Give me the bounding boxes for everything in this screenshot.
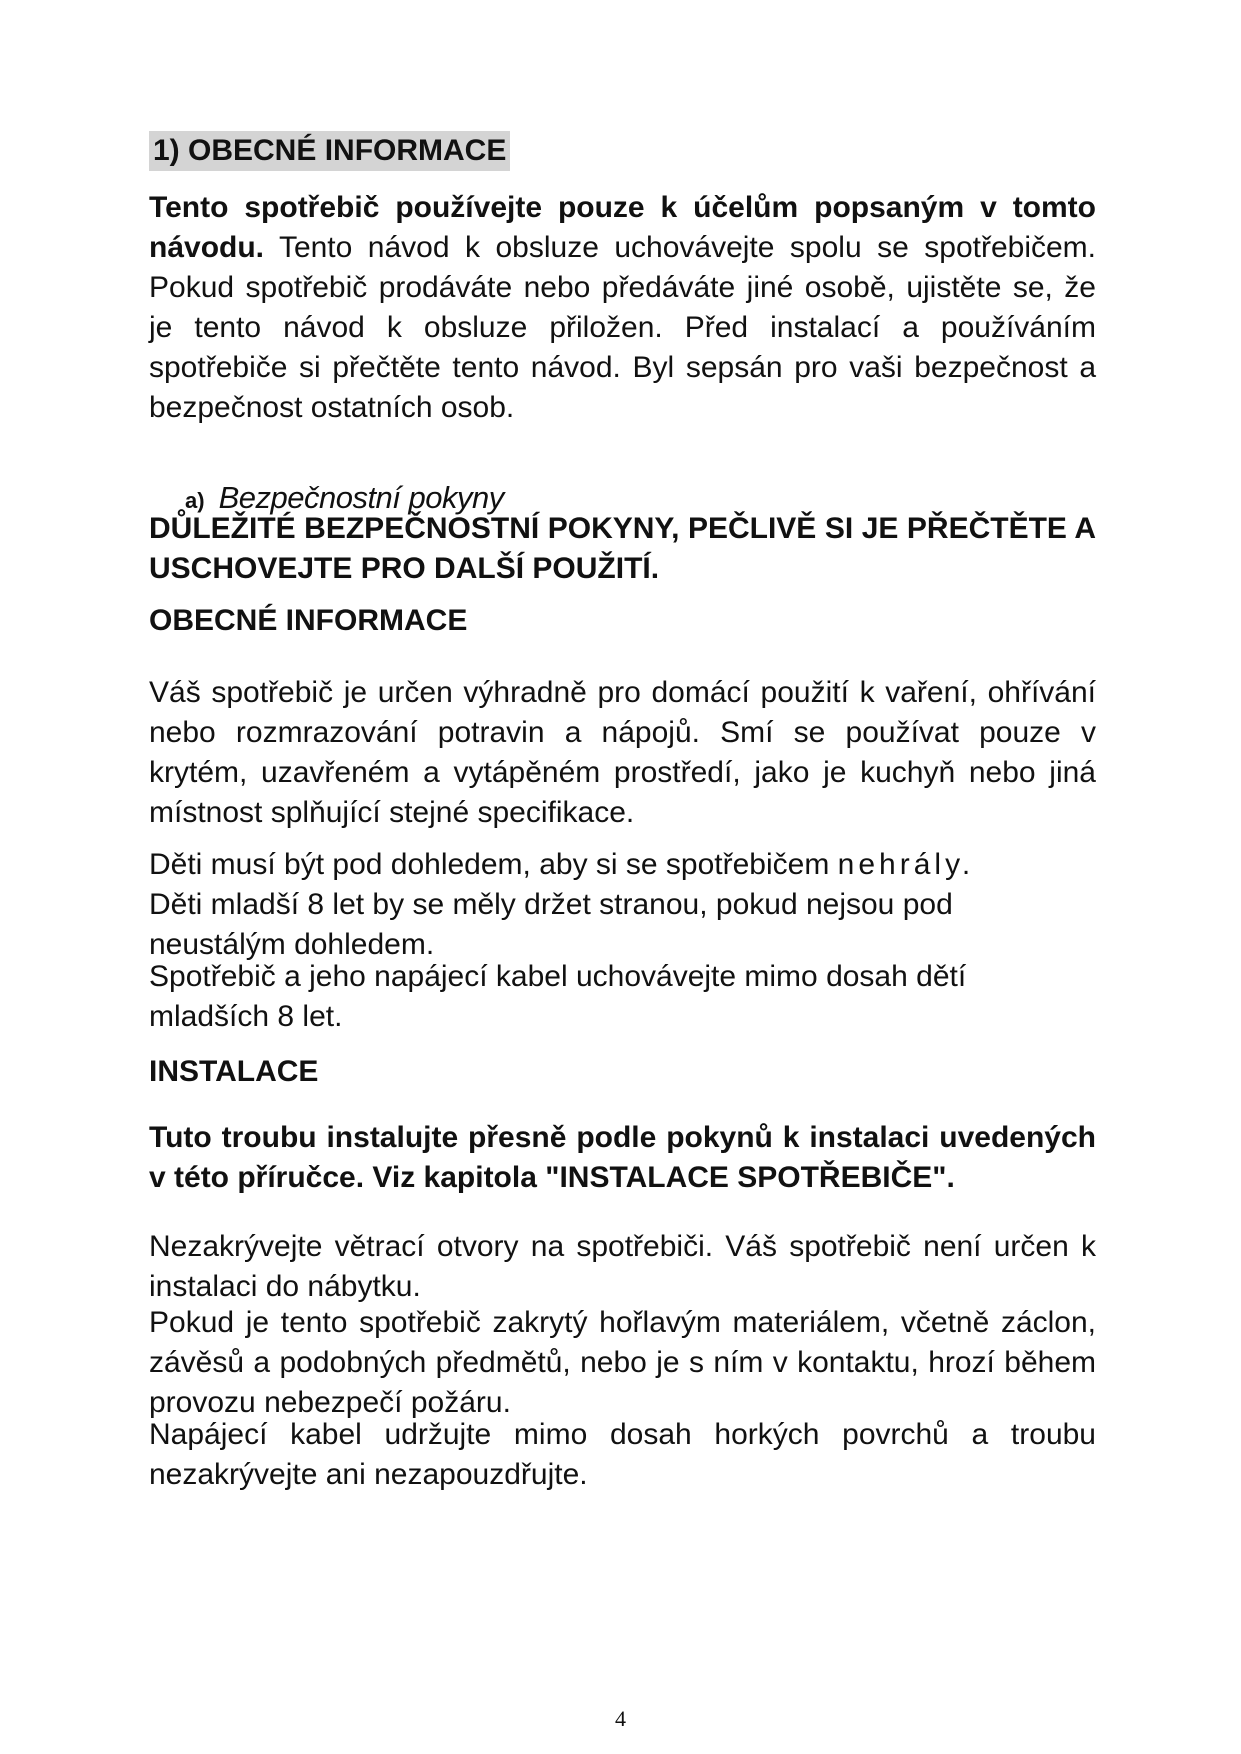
page-number: 4 xyxy=(615,1706,626,1731)
children-paragraph-3: Spotřebič a jeho napájecí kabel uchovávejte mimo dosah dětí mladších 8 let. xyxy=(149,960,967,1033)
intro-paragraph xyxy=(149,188,1096,428)
children-text-b: nehrály. xyxy=(837,848,975,881)
install-bold-paragraph: Tuto troubu instalujte přesně podle pokynů k instalaci uvedených v této příručce. Viz kapitola "INSTALACE SPOTŘEBIČE". xyxy=(149,1121,1096,1194)
warning-heading: DŮLEŽITÉ BEZPEČNOSTNÍ POKYNY, PEČLIVĚ SI JE PŘEČTĚTE A USCHOVEJTE PRO DALŠÍ POUŽITÍ. xyxy=(149,512,1096,585)
install-paragraph-2: Pokud je tento spotřebič zakrytý hořlavým materiálem, včetně záclon, závěsů a podobných předmětů, nebo je s ním v kontaktu, hrozí během provozu nebezpečí požáru. xyxy=(149,1306,1096,1419)
children-text-a: Děti musí být pod dohledem, aby si se spotřebičem xyxy=(149,848,838,881)
subsection-text: Bezpečnostní pokyny xyxy=(218,480,504,515)
install-paragraph-1: Nezakrývejte větrací otvory na spotřebiči. Váš spotřebič není určen k instalaci do nábytku. xyxy=(149,1230,1096,1303)
intro-text: Tento návod k obsluze uchovávejte spolu se spotřebičem. Pokud spotřebič prodáváte nebo předáváte jiné osobě, ujistěte se, že je tento návod k obsluze přiložen. Před instalací a používáním spotřebiče si přečtěte tento návod. Byl sepsán pro vaši bezpečnost a bezpečnost ostatních osob. xyxy=(149,231,1096,424)
install-heading: INSTALACE xyxy=(149,1055,319,1088)
children-paragraph-1 xyxy=(149,845,1096,885)
install-paragraph-3: Napájecí kabel udržujte mimo dosah horkých povrchů a troubu nezakrývejte ani nezapouzdřujte. xyxy=(149,1418,1096,1491)
general-heading: OBECNÉ INFORMACE xyxy=(149,604,468,637)
subsection-label: a) xyxy=(185,488,205,513)
general-paragraph: Váš spotřebič je určen výhradně pro domácí použití k vaření, ohřívání nebo rozmrazování potravin a nápojů. Smí se používat pouze v krytém, uzavřeném a vytápěném prostředí, jako je kuchyň nebo jiná místnost splňující stejné specifikace. xyxy=(149,676,1096,829)
section-heading: 1) OBECNÉ INFORMACE xyxy=(149,131,510,171)
children-paragraph-2: Děti mladší 8 let by se měly držet stranou, pokud nejsou pod neustálým dohledem. xyxy=(149,888,953,961)
intro-bold: Tento spotřebič používejte pouze k účelům popsaným v tomto návodu. xyxy=(149,191,1096,264)
